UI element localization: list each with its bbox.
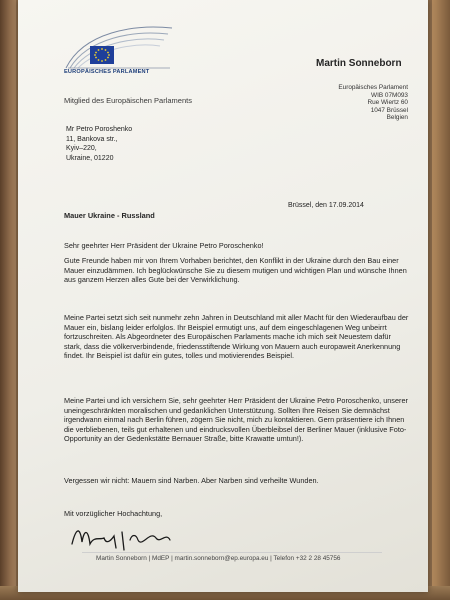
paragraph-text: Meine Partei und ich versichern Sie, sehr geehrter Herr Präsident der Ukraine Petro Poroschenko, unserer uneingeschränkten moralischen und gedanklichen Unterstützung. Sollten Ihre Reisen Sie demnächst irgendwann einmal nach Berlin führen, zögern Sie nicht, mich zu kontaktieren. Gern präsentiere ich Ihnen die verbliebenen, teils gut erhaltenen und eindrucksvollen Überbleibsel der Berliner Mauer (inklusive Foto-Opportunity an der Gedenkstätte Bernauer Straße, bitte Krawatte umtun!). bbox=[64, 396, 408, 444]
closing bbox=[64, 509, 409, 519]
sender-name: Martin Sonneborn bbox=[316, 58, 402, 69]
recipient-address bbox=[66, 125, 132, 163]
salutation-text: Sehr geehrter Herr Präsident der Ukraine Petro Poroschenko! bbox=[64, 241, 264, 250]
paragraph-text: Gute Freunde haben mir von Ihrem Vorhaben berichtet, den Konflikt in der Ukraine durch den Bau einer Mauer einzudämmen. Ich beglückwünsche Sie zu diesem mutigen und wichtigen Plan und wünsche Ihnen aus ganzem Herzen alles Gute bei der Verwirklichung. bbox=[64, 256, 407, 285]
salutation bbox=[64, 241, 409, 251]
letter-subject: Mauer Ukraine - Russland bbox=[64, 211, 155, 220]
sender-address-line: 1047 Brüssel bbox=[370, 106, 408, 114]
desk-right-edge bbox=[432, 0, 450, 600]
recipient-line: 11, Bankova str., bbox=[66, 135, 118, 143]
sender-address-line: Belgien bbox=[386, 114, 408, 122]
paragraph-text: Meine Partei setzt sich seit nunmehr zehn Jahren in Deutschland mit aller Macht für den Wiederaufbau der Mauer ein, bislang leider erfolglos. Ihr Beispiel ermutigt uns, auf dem eingeschlagenen Weg unbeirrt fortzuschreiten. Als Abgeordneter des Europäischen Parlaments mache ich mich seit Neuestem dafür stark, dass die völkerverbindende, friedensstiftende Wirkung von Mauern auch europaweit Anerkennung findet. Ihr Beispiel ist dafür ein gutes, tolles und motivierendes Beispiel. bbox=[64, 313, 409, 361]
sender-address-line: Europäisches Parlament bbox=[338, 84, 408, 91]
handwritten-signature bbox=[66, 522, 206, 554]
recipient-line: Kyiv–220, bbox=[66, 145, 97, 153]
letter-footer: Martin Sonneborn | MdEP | martin.sonneborn@ep.europa.eu | Telefon +32 2 28 45756 bbox=[96, 555, 341, 562]
paragraph-3 bbox=[64, 396, 409, 444]
letter-date: Brüssel, den 17.09.2014 bbox=[288, 202, 364, 209]
letter-page bbox=[18, 0, 428, 592]
member-line: Mitglied des Europäischen Parlaments bbox=[64, 96, 192, 105]
recipient-line: Ukraine, 01220 bbox=[66, 154, 114, 162]
desk-left-edge bbox=[0, 0, 16, 600]
paragraph-1 bbox=[64, 256, 409, 285]
parliament-name: EUROPÄISCHES PARLAMENT bbox=[64, 69, 150, 75]
paragraph-text: Vergessen wir nicht: Mauern sind Narben. Aber Narben sind verheilte Wunden. bbox=[64, 476, 319, 485]
paragraph-2 bbox=[64, 313, 409, 361]
sender-address bbox=[308, 84, 408, 122]
sender-address-line: Rue Wiertz 60 bbox=[367, 99, 408, 107]
sender-address-line: WIB 07M093 bbox=[371, 91, 408, 99]
footer-divider bbox=[82, 552, 382, 553]
paragraph-4 bbox=[64, 476, 409, 486]
recipient-line: Mr Petro Poroshenko bbox=[66, 126, 133, 133]
closing-text: Mit vorzüglicher Hochachtung, bbox=[64, 509, 163, 518]
